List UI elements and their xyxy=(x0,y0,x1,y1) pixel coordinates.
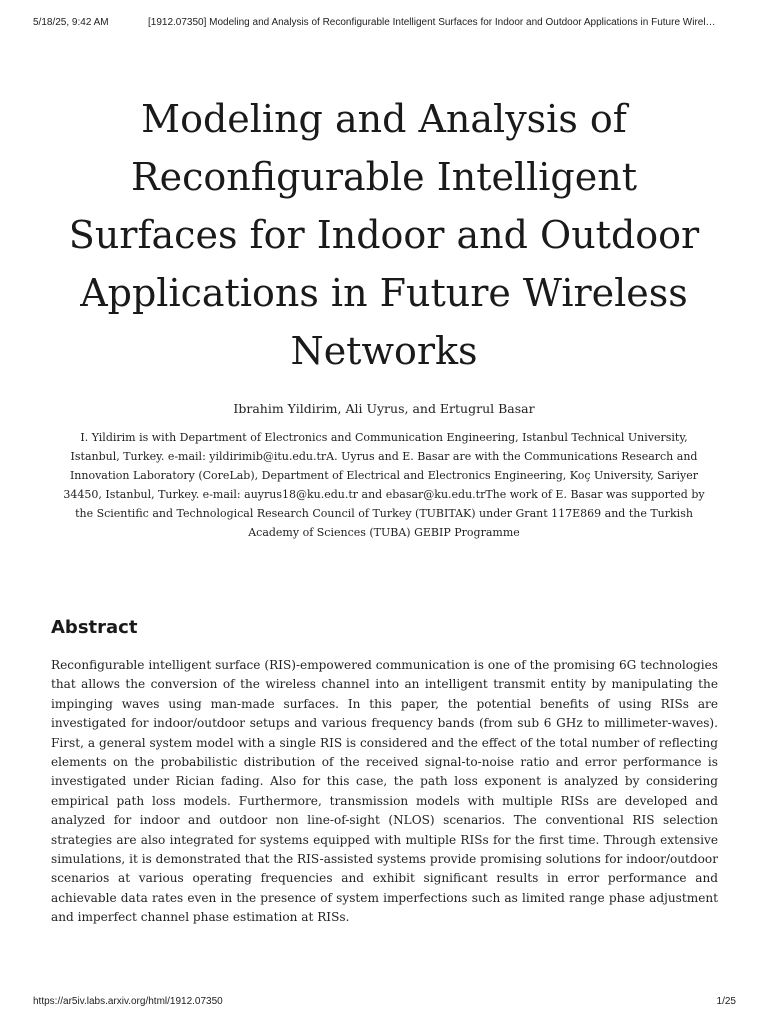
print-header xyxy=(0,0,768,40)
author-affiliation-note: I. Yildirim is with Department of Electronics and Communication Engineering, Istanbul Technical University, Istanbul, Turkey. e-mail: yildirimib@itu.edu.trA. Uyrus and E. Basar are with the Communications Research and Innovation Laboratory (CoreLab), Department of Electrical and Electronics Engineering, Koç University, Sariyer 34450, Istanbul, Turkey. e-mail: auyrus18@ku.edu.tr and ebasar@ku.edu.trThe work of E. Basar was supported by the Scientific and Technological Research Council of Turkey (TUBITAK) under Grant 117E869 and the Turkish Academy of Sciences (TUBA) GEBIP Programme xyxy=(63,431,705,539)
paper-authors: Ibrahim Yildirim, Ali Uyrus, and Ertugrul Basar xyxy=(233,401,535,416)
page-url[interactable]: https://ar5iv.labs.arxiv.org/html/1912.07350 xyxy=(33,996,223,1007)
page-number: 1/25 xyxy=(716,996,736,1007)
abstract-heading: Abstract xyxy=(51,617,138,638)
print-footer xyxy=(0,992,768,1012)
abstract-text: Reconfigurable intelligent surface (RIS)-empowered communication is one of the promising 6G technologies that allows the conversion of the wireless channel into an intelligent transmit entity by manipulating the impinging waves using man-made surfaces. In this paper, the potential benefits of using RISs are investigated for indoor/outdoor setups and various frequency bands (from sub 6 GHz to millimeter-waves). First, a general system model with a single RIS is considered and the effect of the total number of reflecting elements on the probabilistic distribution of the received signal-to-noise ratio and error performance is investigated under Rician fading. Also for this case, the path loss exponent is analyzed by considering empirical path loss models. Furthermore, transmission models with multiple RISs are developed and analyzed for indoor and outdoor non line-of-sight (NLOS) scenarios. The conventional RIS selection strategies are also integrated for systems equipped with multiple RISs for the first time. Through extensive simulations, it is demonstrated that the RIS-assisted systems provide promising solutions for indoor/outdoor scenarios at various operating frequencies and exhibit significant results in error performance and achievable data rates even in the presence of system imperfections such as limited range phase adjustment and imperfect channel phase estimation at RISs. xyxy=(51,658,718,925)
paper-title: Modeling and Analysis of Reconfigurable Intelligent Surfaces for Indoor and Outdoor Applications in Future Wireless Networks xyxy=(68,97,700,373)
print-date-time: 5/18/25, 9:42 AM xyxy=(33,17,109,28)
print-document-title: [1912.07350] Modeling and Analysis of Reconfigurable Intelligent Surfaces for Indoor and Outdoor Applications in Future Wirel… xyxy=(148,17,716,28)
